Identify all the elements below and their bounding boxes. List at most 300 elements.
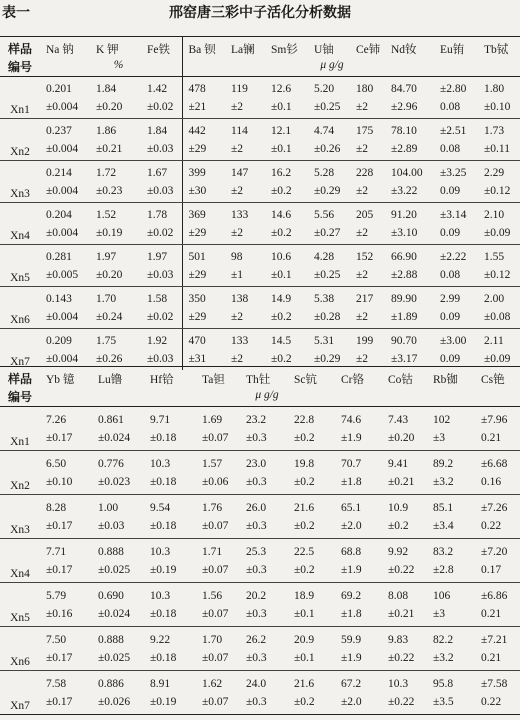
uncertainty: ±0.18 — [150, 475, 177, 488]
measurement-cell — [225, 203, 265, 245]
value: 9.71 — [150, 413, 171, 426]
uncertainty: ±30 — [188, 184, 207, 197]
uncertainty: 0.16 — [481, 475, 502, 488]
measurement-cell — [92, 627, 144, 671]
measurement-cell — [182, 119, 225, 161]
uncertainty: ±3.5 — [433, 695, 454, 708]
uncertainty: ±0.09 — [484, 226, 511, 239]
uncertainty: ±2 — [356, 184, 369, 197]
uncertainty: ±0.3 — [246, 695, 267, 708]
measurement-cell — [40, 119, 90, 161]
sample-id: Xn6 — [0, 287, 40, 329]
measurement-cell — [475, 627, 520, 671]
measurement-cell — [141, 245, 182, 287]
uncertainty: ±21 — [188, 100, 207, 113]
uncertainty: ±0.20 — [388, 431, 415, 444]
sample-id: Xn4 — [0, 203, 40, 245]
uncertainty: ±2.8 — [433, 563, 454, 576]
uncertainty: ±2 — [231, 226, 244, 239]
uncertainty: ±0.024 — [98, 431, 131, 444]
measurement-cell — [141, 119, 182, 161]
uncertainty: ±0.18 — [150, 607, 177, 620]
measurement-cell — [385, 77, 434, 119]
uncertainty: ±3.10 — [391, 226, 418, 239]
sample-id: Xn4 — [0, 539, 40, 583]
value: 1.84 — [96, 82, 117, 95]
uncertainty: ±0.2 — [294, 431, 315, 444]
measurement-cell — [40, 161, 90, 203]
uncertainty: ±2.0 — [341, 695, 362, 708]
uncertainty: ±0.2 — [294, 475, 315, 488]
measurement-cell — [335, 451, 382, 495]
value: 119 — [231, 82, 248, 95]
value: 228 — [356, 166, 374, 179]
measurement-cell — [196, 407, 240, 451]
value: ±7.20 — [481, 545, 508, 558]
measurement-cell — [350, 245, 385, 287]
measurement-cell — [90, 77, 141, 119]
value: 78.10 — [391, 124, 417, 137]
measurement-cell — [434, 119, 478, 161]
uncertainty: 0.22 — [481, 695, 502, 708]
measurement-cell — [141, 287, 182, 329]
value: 0.888 — [98, 545, 124, 558]
value: 0.237 — [46, 124, 72, 137]
uncertainty: ±0.29 — [314, 352, 341, 365]
value: 7.50 — [46, 633, 67, 646]
measurement-cell — [90, 245, 141, 287]
measurement-cell — [196, 539, 240, 583]
measurement-cell — [288, 627, 335, 671]
measurement-cell — [475, 583, 520, 627]
measurement-cell — [382, 451, 427, 495]
uncertainty: ±1.8 — [341, 607, 362, 620]
measurement-cell — [144, 495, 196, 539]
uncertainty: ±0.06 — [202, 475, 229, 488]
uncertainty: ±0.28 — [314, 310, 341, 323]
column-header: Eu铕 — [434, 37, 478, 77]
sample-id: Xn7 — [10, 700, 30, 712]
measurement-cell — [92, 671, 144, 715]
value: 25.3 — [246, 545, 267, 558]
value: 18.9 — [294, 589, 315, 602]
uncertainty: 0.17 — [481, 563, 502, 576]
value: 70.7 — [341, 457, 362, 470]
uncertainty: ±0.19 — [96, 226, 123, 239]
value: 9.41 — [388, 457, 409, 470]
table-row — [0, 77, 520, 119]
measurement-cell — [40, 451, 92, 495]
uncertainty: ±0.025 — [98, 651, 131, 664]
column-header: Hf铪 — [144, 367, 196, 407]
value: 8.08 — [388, 589, 409, 602]
uncertainty: ±0.2 — [271, 184, 292, 197]
column-header: Tb铽 — [478, 37, 520, 77]
value: 0.281 — [46, 250, 72, 263]
measurement-cell — [308, 77, 350, 119]
value: 102 — [433, 413, 451, 426]
value: 104.00 — [391, 166, 423, 179]
value: 10.3 — [150, 589, 171, 602]
measurement-cell — [427, 671, 475, 715]
uncertainty: 0.09 — [440, 226, 461, 239]
value: ±2.22 — [440, 250, 467, 263]
column-header: Na 钠 — [40, 37, 90, 77]
unit-label-ppm: μ g/g — [255, 389, 279, 401]
column-header: Cs铯 — [475, 367, 520, 407]
measurement-cell — [335, 407, 382, 451]
value: 1.70 — [96, 292, 117, 305]
value: 180 — [356, 82, 374, 95]
uncertainty: ±0.12 — [484, 268, 511, 281]
measurement-cell — [350, 77, 385, 119]
uncertainty: ±0.07 — [202, 519, 229, 532]
measurement-cell — [240, 451, 288, 495]
sample-id: Xn7 — [10, 356, 30, 368]
uncertainty: ±0.24 — [96, 310, 123, 323]
uncertainty: ±0.2 — [271, 226, 292, 239]
measurement-cell — [225, 119, 265, 161]
measurement-cell — [427, 627, 475, 671]
measurement-cell — [40, 287, 90, 329]
value: 1.78 — [147, 208, 168, 221]
measurement-cell — [478, 203, 520, 245]
table-upper-body — [0, 77, 520, 371]
value: 175 — [356, 124, 374, 137]
table-row — [0, 451, 520, 495]
uncertainty: ±29 — [188, 142, 207, 155]
value: 20.9 — [294, 633, 315, 646]
table-row — [0, 495, 520, 539]
measurement-cell — [385, 119, 434, 161]
column-header: Ta钽 — [196, 367, 240, 407]
value: 369 — [188, 208, 206, 221]
uncertainty: ±2 — [356, 310, 369, 323]
uncertainty: ±0.2 — [388, 519, 409, 532]
measurement-cell — [350, 287, 385, 329]
measurement-cell — [478, 329, 520, 371]
value: 1.80 — [484, 82, 505, 95]
uncertainty: 0.08 — [440, 268, 461, 281]
uncertainty: ±2 — [231, 352, 244, 365]
uncertainty: ±2 — [231, 184, 244, 197]
uncertainty: ±0.004 — [46, 100, 79, 113]
value: ±6.68 — [481, 457, 508, 470]
value: 9.22 — [150, 633, 171, 646]
measurement-cell — [350, 329, 385, 371]
column-header: Yb 镱 — [40, 367, 92, 407]
measurement-cell — [385, 203, 434, 245]
measurement-cell — [475, 671, 520, 715]
uncertainty: ±0.22 — [388, 563, 415, 576]
value: ±6.86 — [481, 589, 508, 602]
uncertainty: ±3.2 — [433, 475, 454, 488]
table-lower-body — [0, 407, 520, 715]
table-label: 表一 — [2, 5, 30, 21]
value: 1.70 — [202, 633, 223, 646]
measurement-cell — [225, 287, 265, 329]
table-lower — [0, 366, 520, 715]
uncertainty: ±0.03 — [147, 142, 174, 155]
uncertainty: 0.21 — [481, 651, 502, 664]
measurement-cell — [288, 671, 335, 715]
measurement-cell — [225, 77, 265, 119]
uncertainty: ±0.005 — [46, 268, 79, 281]
uncertainty: ±0.12 — [484, 184, 511, 197]
uncertainty: ±0.3 — [246, 475, 267, 488]
measurement-cell — [144, 407, 196, 451]
measurement-cell — [196, 583, 240, 627]
uncertainty: 0.09 — [440, 184, 461, 197]
value: 1.58 — [147, 292, 168, 305]
table-row — [0, 329, 520, 371]
measurement-cell — [265, 161, 308, 203]
column-header: Fe铁 — [141, 37, 182, 77]
measurement-cell — [382, 407, 427, 451]
uncertainty: ±0.21 — [388, 475, 415, 488]
uncertainty: ±0.10 — [484, 100, 511, 113]
page-header — [0, 0, 520, 22]
measurement-cell — [90, 119, 141, 161]
table-row — [0, 539, 520, 583]
measurement-cell — [478, 287, 520, 329]
uncertainty: ±0.07 — [202, 563, 229, 576]
measurement-cell — [434, 161, 478, 203]
value: 10.9 — [388, 501, 409, 514]
uncertainty: ±0.02 — [147, 100, 174, 113]
value: 21.6 — [294, 501, 315, 514]
measurement-cell — [475, 451, 520, 495]
uncertainty: ±0.03 — [147, 352, 174, 365]
measurement-cell — [308, 119, 350, 161]
measurement-cell — [40, 495, 92, 539]
value: ±3.14 — [440, 208, 467, 221]
value: 4.74 — [314, 124, 335, 137]
measurement-cell — [288, 451, 335, 495]
column-header: Cr铬 — [335, 367, 382, 407]
measurement-cell — [144, 627, 196, 671]
uncertainty: ±2.88 — [391, 268, 418, 281]
value: ±7.21 — [481, 633, 508, 646]
uncertainty: ±0.11 — [484, 142, 511, 155]
uncertainty: ±0.3 — [246, 431, 267, 444]
measurement-cell — [225, 161, 265, 203]
uncertainty: ±3.2 — [433, 651, 454, 664]
value: 90.70 — [391, 334, 417, 347]
measurement-cell — [385, 287, 434, 329]
uncertainty: ±0.25 — [314, 268, 341, 281]
value: 1.84 — [147, 124, 168, 137]
uncertainty: ±0.004 — [46, 142, 79, 155]
measurement-cell — [240, 627, 288, 671]
value: 19.8 — [294, 457, 315, 470]
measurement-cell — [427, 451, 475, 495]
value: 1.73 — [484, 124, 505, 137]
value: 1.00 — [98, 501, 119, 514]
value: 1.67 — [147, 166, 168, 179]
measurement-cell — [40, 329, 90, 371]
measurement-cell — [141, 329, 182, 371]
measurement-cell — [288, 495, 335, 539]
value: 133 — [231, 334, 249, 347]
measurement-cell — [265, 203, 308, 245]
table-row — [0, 119, 520, 161]
column-header: Ce铈 — [350, 37, 385, 77]
measurement-cell — [478, 161, 520, 203]
measurement-cell — [382, 671, 427, 715]
measurement-cell — [225, 245, 265, 287]
uncertainty: ±3 — [433, 431, 446, 444]
measurement-cell — [308, 287, 350, 329]
uncertainty: ±3 — [433, 607, 446, 620]
value: 1.57 — [202, 457, 223, 470]
uncertainty: ±0.07 — [202, 695, 229, 708]
measurement-cell — [240, 671, 288, 715]
measurement-cell — [382, 583, 427, 627]
uncertainty: ±2 — [231, 310, 244, 323]
value: 133 — [231, 208, 249, 221]
measurement-cell — [478, 77, 520, 119]
value: 1.97 — [147, 250, 168, 263]
uncertainty: ±0.024 — [98, 607, 131, 620]
value: 5.20 — [314, 82, 335, 95]
uncertainty: ±0.21 — [388, 607, 415, 620]
measurement-cell — [144, 583, 196, 627]
measurement-cell — [434, 203, 478, 245]
table-row — [0, 407, 520, 451]
value: 2.11 — [484, 334, 504, 347]
measurement-cell — [90, 161, 141, 203]
measurement-cell — [265, 77, 308, 119]
measurement-cell — [335, 495, 382, 539]
uncertainty: ±0.1 — [294, 651, 315, 664]
value: 10.3 — [150, 457, 171, 470]
measurement-cell — [382, 495, 427, 539]
sample-id: Xn3 — [0, 161, 40, 203]
column-header: La镧 — [225, 37, 265, 77]
uncertainty: 0.22 — [481, 519, 502, 532]
value: 0.690 — [98, 589, 124, 602]
value: 16.2 — [271, 166, 292, 179]
measurement-cell — [434, 287, 478, 329]
value: 10.6 — [271, 250, 292, 263]
uncertainty: ±0.27 — [314, 226, 341, 239]
value: 399 — [188, 166, 206, 179]
uncertainty: ±3.22 — [391, 184, 418, 197]
value: 10.3 — [150, 545, 171, 558]
row-header-line: 编号 — [7, 60, 32, 74]
uncertainty: 0.21 — [481, 607, 502, 620]
measurement-cell — [385, 161, 434, 203]
measurement-cell — [335, 583, 382, 627]
value: ±3.00 — [440, 334, 467, 347]
table-upper-header — [0, 37, 520, 77]
measurement-cell — [92, 583, 144, 627]
uncertainty: ±0.3 — [246, 651, 267, 664]
measurement-cell — [265, 245, 308, 287]
value: 1.71 — [202, 545, 223, 558]
measurement-cell — [90, 287, 141, 329]
value: 442 — [188, 124, 206, 137]
value: 478 — [188, 82, 206, 95]
measurement-cell — [141, 77, 182, 119]
value: 1.72 — [96, 166, 117, 179]
sample-id: Xn5 — [0, 245, 40, 287]
measurement-cell — [92, 451, 144, 495]
measurement-cell — [427, 495, 475, 539]
value: 7.26 — [46, 413, 67, 426]
uncertainty: ±0.17 — [46, 431, 73, 444]
measurement-cell — [350, 119, 385, 161]
measurement-cell — [335, 627, 382, 671]
value: 0.204 — [46, 208, 72, 221]
value: 2.99 — [440, 292, 461, 305]
value: 22.5 — [294, 545, 315, 558]
measurement-cell — [335, 671, 382, 715]
value: 21.6 — [294, 677, 315, 690]
uncertainty: ±2.0 — [341, 519, 362, 532]
table-upper — [0, 36, 520, 370]
value: 65.1 — [341, 501, 362, 514]
value: 0.143 — [46, 292, 72, 305]
uncertainty: ±0.025 — [98, 563, 131, 576]
table-row — [0, 245, 520, 287]
value: 68.8 — [341, 545, 362, 558]
uncertainty: ±2 — [356, 142, 369, 155]
column-header: Lu镥 — [92, 367, 144, 407]
measurement-cell — [350, 203, 385, 245]
measurement-cell — [196, 451, 240, 495]
value: ±7.96 — [481, 413, 508, 426]
row-header-line: 编号 — [7, 390, 32, 404]
value: 89.90 — [391, 292, 417, 305]
uncertainty: ±0.2 — [294, 695, 315, 708]
uncertainty: ±0.023 — [98, 475, 131, 488]
value: 0.776 — [98, 457, 124, 470]
column-header: Nd钕 — [385, 37, 434, 77]
sample-id: Xn2 — [0, 451, 40, 495]
uncertainty: ±29 — [188, 226, 207, 239]
measurement-cell — [182, 329, 225, 371]
value: 23.2 — [246, 413, 267, 426]
uncertainty: ±2 — [356, 352, 369, 365]
measurement-cell — [475, 539, 520, 583]
uncertainty: ±0.1 — [271, 142, 292, 155]
measurement-cell — [265, 287, 308, 329]
measurement-cell — [427, 407, 475, 451]
uncertainty: ±0.20 — [96, 100, 123, 113]
uncertainty: ±0.3 — [246, 563, 267, 576]
unit-label-percent: % — [113, 59, 124, 71]
value: 85.1 — [433, 501, 454, 514]
sample-id: Xn5 — [0, 583, 40, 627]
value: 7.58 — [46, 677, 67, 690]
uncertainty: ±0.1 — [271, 268, 292, 281]
value: 1.75 — [96, 334, 117, 347]
value: ±7.26 — [481, 501, 508, 514]
uncertainty: ±3.17 — [391, 352, 418, 365]
uncertainty: ±0.19 — [150, 563, 177, 576]
value: 501 — [188, 250, 206, 263]
value: 14.5 — [271, 334, 292, 347]
row-header-label — [0, 37, 40, 77]
measurement-cell — [478, 119, 520, 161]
value: 23.0 — [246, 457, 267, 470]
measurement-cell — [308, 203, 350, 245]
uncertainty: ±0.07 — [202, 651, 229, 664]
value: 5.79 — [46, 589, 67, 602]
uncertainty: ±0.3 — [246, 519, 267, 532]
